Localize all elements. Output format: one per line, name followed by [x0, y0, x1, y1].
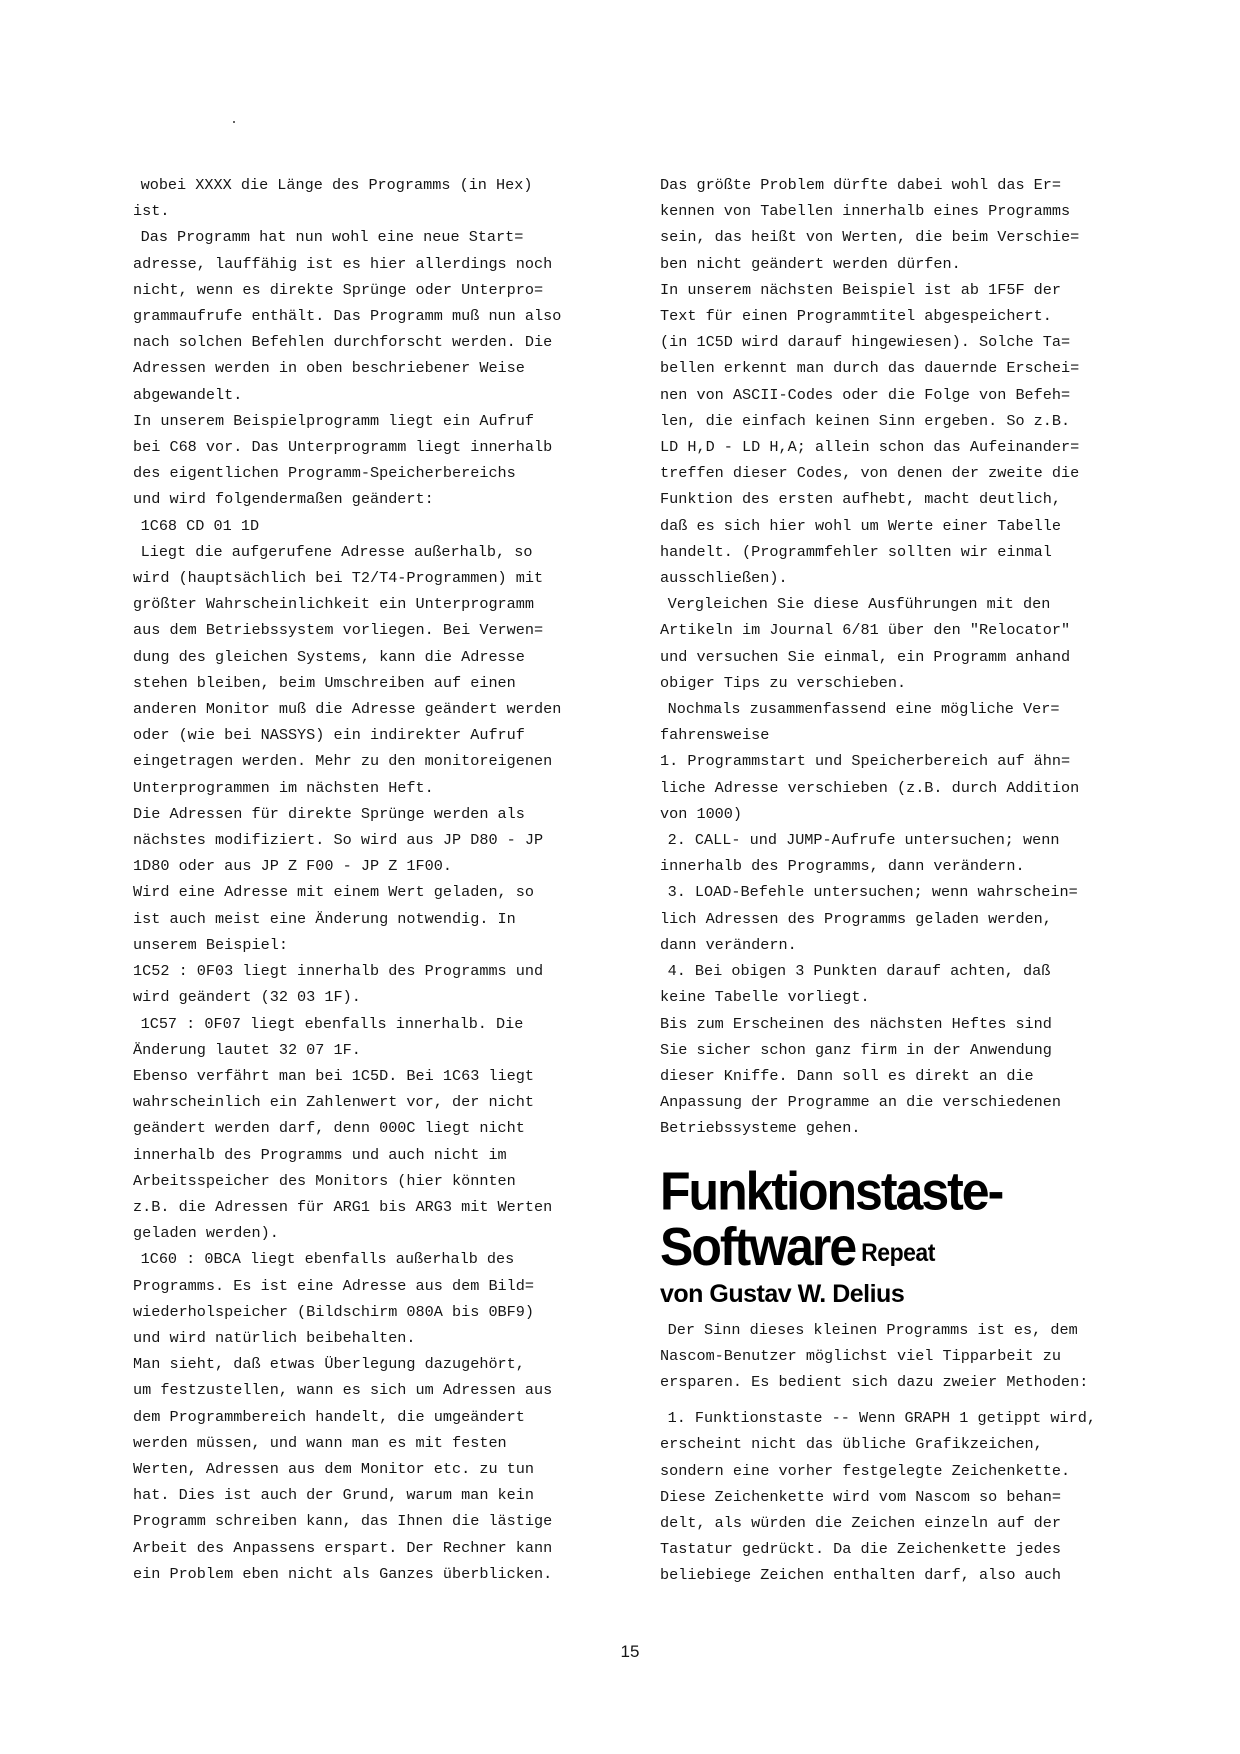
- paragraph: In unserem Beispielprogramm liegt ein Aufruf bei C68 vor. Das Unterprogramm liegt innerhalb des eigentlichen Programm-Speicherbereichs und wird folgendermaßen geändert:: [133, 411, 553, 509]
- paragraph: Wird eine Adresse mit einem Wert geladen, so ist auch meist eine Änderung notwendig. In unserem Beispiel:: [133, 883, 535, 954]
- paragraph: Man sieht, daß etwas Überlegung dazugehört, um festzustellen, wann es sich um Adressen aus dem Programmbereich handelt, die umgeändert werden müssen, und wann man es mit festen Werten, Adressen aus dem Monitor etc. zu tun hat. Dies ist auch der Grund, warum man kein Programm schreiben kann, das Ihnen die lästige Arbeit des Anpassens erspart. Der Rechner kann ein Problem eben nicht als Ganzes überblicken.: [133, 1355, 553, 1583]
- list-item: 4. Bei obigen 3 Punkten darauf achten, daß keine Tabelle vorliegt.: [660, 962, 1051, 1007]
- left-column: [133, 172, 581, 1587]
- article-title-line-1: Funktionstaste-: [660, 1160, 1003, 1221]
- paragraph: Das größte Problem dürfte dabei wohl das Er= kennen von Tabellen innerhalb eines Programms sein, das heißt von Werten, die beim Verschie= ben nicht geändert werden dürfen.: [660, 176, 1080, 273]
- list-item: 2. CALL- und JUMP-Aufrufe untersuchen; wenn innerhalb des Programms, dann verändern.: [660, 831, 1060, 876]
- paragraph-gap: [660, 1395, 1108, 1405]
- paragraph: Das Programm hat nun wohl eine neue Start= adresse, lauffähig ist es hier allerdings noch nicht, wenn es direkte Sprünge oder Unterpro= grammaufrufe enthält. Das Programm muß nun also nach solchen Befehlen durchforscht werden. Die Adressen werden in oben beschriebener Weise abgewandelt.: [133, 228, 562, 404]
- list-item: 3. LOAD-Befehle untersuchen; wenn wahrschein= lich Adressen des Programms geladen werden, dann verändern.: [660, 883, 1078, 954]
- paragraph: 1C52 : 0F03 liegt innerhalb des Programms und wird geändert (32 03 1F).: [133, 962, 544, 1007]
- paragraph: Vergleichen Sie diese Ausführungen mit den Artikeln im Journal 6/81 über den "Relocator" und versuchen Sie einmal, ein Programm anhand obiger Tips zu verschieben.: [660, 595, 1071, 692]
- paragraph: 1C57 : 0F07 liegt ebenfalls innerhalb. Die Änderung lautet 32 07 1F.: [133, 1014, 524, 1059]
- paragraph: In unserem nächsten Beispiel ist ab 1F5F der Text für einen Programmtitel abgespeichert. (in 1C5D wird darauf hingewiesen). Solche Ta= bellen erkennt man durch das dauernde Erschei= nen von ASCII-Codes oder die Folge von Befeh= len, die einfach keinen Sinn ergeben. So z.B. LD H,D - LD H,A; allein schon das Aufeinander= treffen dieser Codes, von denen der zweite die Funktion des ersten aufhebt, macht deutlich, daß es sich hier wohl um Werte einer Tabelle handelt. (Programmfehler sollten wir einmal ausschließen).: [660, 280, 1080, 588]
- list-item: 1. Programmstart und Speicherbereich auf ähn= liche Adresse verschieben (z.B. durch Addition von 1000): [660, 752, 1080, 823]
- article-title-suffix: Repeat: [861, 1237, 935, 1266]
- paragraph: wobei XXXX die Länge des Programms (in Hex) ist.: [133, 176, 533, 221]
- page-number: 15: [620, 1642, 640, 1661]
- paragraph: Nochmals zusammenfassend eine mögliche Ver= fahrensweise: [660, 700, 1060, 745]
- article-author: von Gustav W. Delius: [660, 1279, 905, 1308]
- paragraph: Liegt die aufgerufene Adresse außerhalb, so wird (hauptsächlich bei T2/T4-Programmen) mit größter Wahrscheinlichkeit ein Unterprogramm aus dem Betriebssystem vorliegen. Bei Verwen= dung des gleichen Systems, kann die Adresse stehen bleiben, beim Umschreiben auf einen anderen Monitor muß die Adresse geändert werden oder (wie bei NASSYS) ein indirekter Aufruf eingetragen werden. Mehr zu den monitoreigenen Unterprogrammen im nächsten Heft.: [133, 542, 562, 797]
- paragraph: Die Adressen für direkte Sprünge werden als nächstes modifiziert. So wird aus JP D80 - JP 1D80 oder aus JP Z F00 - JP Z 1F00.: [133, 804, 544, 876]
- code-line: 1C68 CD 01 1D: [140, 516, 260, 535]
- paragraph: Der Sinn dieses kleinen Programms ist es, dem Nascom-Benutzer möglichst viel Tipparbeit zu ersparen. Es bedient sich dazu zweier Methoden:: [660, 1320, 1089, 1391]
- paragraph: 1C60 : 0BCA liegt ebenfalls außerhalb des Programms. Es ist eine Adresse aus dem Bild= wiederholspeicher (Bildschirm 080A bis 0BF9) und wird natürlich beibehalten.: [133, 1250, 535, 1347]
- article-title-word: Software: [660, 1216, 856, 1277]
- article-title-line-2: [660, 1217, 1108, 1281]
- paragraph: 1. Funktionstaste -- Wenn GRAPH 1 getippt wird, erscheint nicht das übliche Grafikzeichen, sondern eine vorher festgelegte Zeichenkette. Diese Zeichenkette wird vom Nascom so behan= delt, als würden die Zeichen einzeln auf der Tastatur gedrückt. Da die Zeichenkette jedes beliebiege Zeichen enthalten darf, also auch: [660, 1409, 1096, 1585]
- print-speck: [233, 121, 235, 123]
- paragraph: Ebenso verfährt man bei 1C5D. Bei 1C63 liegt wahrscheinlich ein Zahlenwert vor, der nicht geändert werden darf, denn 000C liegt nicht innerhalb des Programms und auch nicht im Arbeitsspeicher des Monitors (hier könnten z.B. die Adressen für ARG1 bis ARG3 mit Werten geladen werden).: [133, 1066, 553, 1243]
- right-column: [660, 172, 1108, 1589]
- paragraph: Bis zum Erscheinen des nächsten Heftes sind Sie sicher schon ganz firm in der Anwendung dieser Kniffe. Dann soll es direkt an die Anpassung der Programme an die verschiedenen Betriebssysteme gehen.: [660, 1014, 1062, 1138]
